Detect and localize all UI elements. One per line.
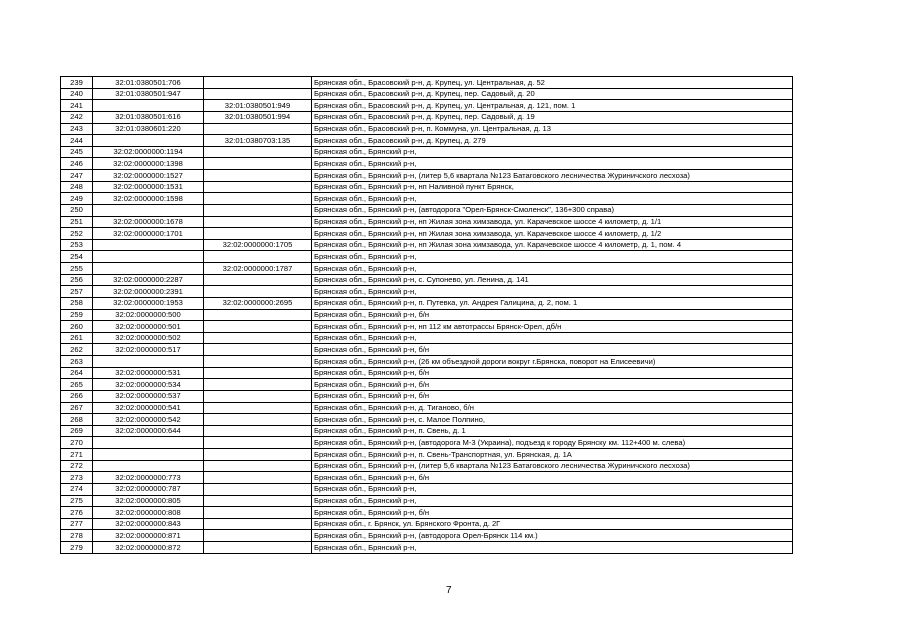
cadastral-number-cell (93, 263, 204, 275)
row-number-cell: 256 (61, 274, 93, 286)
cadastral-number-cell (93, 251, 204, 263)
table-row (61, 518, 793, 530)
cadastral-number-alt-cell (204, 77, 312, 89)
table-row (61, 111, 793, 123)
row-number-cell: 244 (61, 135, 93, 147)
table-row (61, 239, 793, 251)
row-number-cell: 266 (61, 390, 93, 402)
table-row (61, 437, 793, 449)
address-cell: Брянская обл., Брянский р-н, (312, 332, 793, 344)
cadastral-number-cell: 32:02:0000000:541 (93, 402, 204, 414)
row-number-cell: 272 (61, 460, 93, 472)
cadastral-number-cell: 32:02:0000000:773 (93, 472, 204, 484)
row-number-cell: 247 (61, 170, 93, 182)
registry-table-body (61, 77, 793, 554)
cadastral-number-alt-cell (204, 216, 312, 228)
cadastral-number-cell (93, 135, 204, 147)
table-row (61, 158, 793, 170)
cadastral-number-cell (93, 449, 204, 461)
address-cell: Брянская обл., Брасовский р-н, д. Крупец, пер. Садовый, д. 20 (312, 88, 793, 100)
cadastral-number-cell: 32:01:0380601:220 (93, 123, 204, 135)
cadastral-number-cell: 32:02:0000000:872 (93, 542, 204, 554)
address-cell: Брянская обл., Брянский р-н, (312, 263, 793, 275)
row-number-cell: 255 (61, 263, 93, 275)
cadastral-number-cell: 32:02:0000000:808 (93, 507, 204, 519)
table-row (61, 495, 793, 507)
table-row (61, 449, 793, 461)
cadastral-number-alt-cell (204, 88, 312, 100)
cadastral-number-alt-cell (204, 332, 312, 344)
cadastral-number-alt-cell (204, 193, 312, 205)
address-cell: Брянская обл., Брасовский р-н, д. Крупец, д. 279 (312, 135, 793, 147)
cadastral-number-cell: 32:02:0000000:500 (93, 309, 204, 321)
cadastral-number-cell: 32:02:0000000:501 (93, 321, 204, 333)
row-number-cell: 265 (61, 379, 93, 391)
table-row (61, 100, 793, 112)
table-row (61, 472, 793, 484)
cadastral-number-alt-cell: 32:01:0380501:994 (204, 111, 312, 123)
address-cell: Брянская обл., Брянский р-н, б/н (312, 390, 793, 402)
address-cell: Брянская обл., Брянский р-н, (автодорога М-3 (Украина), подъезд к городу Брянску км. 112+400 м. слева) (312, 437, 793, 449)
address-cell: Брянская обл., Брянский р-н, б/н (312, 309, 793, 321)
cadastral-number-cell (93, 100, 204, 112)
row-number-cell: 260 (61, 321, 93, 333)
row-number-cell: 271 (61, 449, 93, 461)
cadastral-number-cell: 32:01:0380501:947 (93, 88, 204, 100)
cadastral-number-alt-cell (204, 344, 312, 356)
cadastral-number-alt-cell (204, 274, 312, 286)
table-row (61, 123, 793, 135)
row-number-cell: 274 (61, 483, 93, 495)
address-cell: Брянская обл., Брянский р-н, п. Свень-Транспортная, ул. Брянская, д. 1А (312, 449, 793, 461)
table-row (61, 88, 793, 100)
cadastral-number-alt-cell (204, 472, 312, 484)
cadastral-number-cell: 32:02:0000000:1953 (93, 297, 204, 309)
table-row (61, 286, 793, 298)
table-row (61, 251, 793, 263)
row-number-cell: 250 (61, 204, 93, 216)
table-row (61, 367, 793, 379)
row-number-cell: 261 (61, 332, 93, 344)
table-row (61, 402, 793, 414)
table-row (61, 263, 793, 275)
address-cell: Брянская обл., Брянский р-н, д. Тиганово, б/н (312, 402, 793, 414)
row-number-cell: 245 (61, 146, 93, 158)
table-row (61, 483, 793, 495)
address-cell: Брянская обл., Брянский р-н, (312, 542, 793, 554)
table-row (61, 460, 793, 472)
address-cell: Брянская обл., Брянский р-н, с. Супонево, ул. Ленина, д. 141 (312, 274, 793, 286)
cadastral-number-alt-cell (204, 367, 312, 379)
address-cell: Брянская обл., Брянский р-н, нп Жилая зона химзавода, ул. Карачевское шоссе 4 километр, д. 1/2 (312, 228, 793, 240)
address-cell: Брянская обл., Брасовский р-н, п. Коммуна, ул. Центральная, д. 13 (312, 123, 793, 135)
row-number-cell: 279 (61, 542, 93, 554)
table-row (61, 193, 793, 205)
table-row (61, 507, 793, 519)
address-cell: Брянская обл., Брянский р-н, (312, 251, 793, 263)
table-row (61, 321, 793, 333)
row-number-cell: 269 (61, 425, 93, 437)
row-number-cell: 252 (61, 228, 93, 240)
registry-table (60, 76, 793, 554)
cadastral-number-alt-cell (204, 402, 312, 414)
table-row (61, 309, 793, 321)
cadastral-number-alt-cell (204, 286, 312, 298)
cadastral-number-alt-cell (204, 204, 312, 216)
address-cell: Брянская обл., Брянский р-н, (312, 495, 793, 507)
cadastral-number-cell: 32:02:0000000:531 (93, 367, 204, 379)
cadastral-number-alt-cell (204, 425, 312, 437)
cadastral-number-cell: 32:02:0000000:843 (93, 518, 204, 530)
table-row (61, 332, 793, 344)
table-row (61, 77, 793, 89)
cadastral-number-alt-cell (204, 321, 312, 333)
address-cell: Брянская обл., Брасовский р-н, д. Крупец, ул. Центральная, д. 121, пом. 1 (312, 100, 793, 112)
row-number-cell: 239 (61, 77, 93, 89)
cadastral-number-cell: 32:02:0000000:1598 (93, 193, 204, 205)
table-row (61, 297, 793, 309)
address-cell: Брянская обл., Брянский р-н, с. Малое Полпино, (312, 414, 793, 426)
cadastral-number-alt-cell (204, 390, 312, 402)
address-cell: Брянская обл., Брянский р-н, (312, 158, 793, 170)
row-number-cell: 259 (61, 309, 93, 321)
row-number-cell: 275 (61, 495, 93, 507)
table-row (61, 344, 793, 356)
address-cell: Брянская обл., Брянский р-н, нп Наливной пункт Брянск, (312, 181, 793, 193)
cadastral-number-cell (93, 437, 204, 449)
cadastral-number-alt-cell: 32:02:0000000:2695 (204, 297, 312, 309)
cadastral-number-cell: 32:02:0000000:2391 (93, 286, 204, 298)
cadastral-number-alt-cell (204, 495, 312, 507)
address-cell: Брянская обл., Брянский р-н, б/н (312, 507, 793, 519)
cadastral-number-alt-cell (204, 251, 312, 263)
cadastral-number-alt-cell (204, 356, 312, 368)
cadastral-number-cell: 32:02:0000000:1701 (93, 228, 204, 240)
address-cell: Брянская обл., Брянский р-н, (литер 5,6 квартала №123 Батаговского лесничества Журиничского лесхоза) (312, 170, 793, 182)
row-number-cell: 249 (61, 193, 93, 205)
table-row (61, 542, 793, 554)
row-number-cell: 262 (61, 344, 93, 356)
cadastral-number-cell: 32:02:0000000:871 (93, 530, 204, 542)
table-row (61, 204, 793, 216)
row-number-cell: 268 (61, 414, 93, 426)
address-cell: Брянская обл., Брянский р-н, (312, 483, 793, 495)
address-cell: Брянская обл., Брянский р-н, б/н (312, 367, 793, 379)
table-row (61, 414, 793, 426)
row-number-cell: 264 (61, 367, 93, 379)
row-number-cell: 251 (61, 216, 93, 228)
row-number-cell: 276 (61, 507, 93, 519)
row-number-cell: 273 (61, 472, 93, 484)
address-cell: Брянская обл., Брянский р-н, нп Жилая зона химзавода, ул. Карачевское шоссе 4 километр, д. 1/1 (312, 216, 793, 228)
row-number-cell: 240 (61, 88, 93, 100)
row-number-cell: 253 (61, 239, 93, 251)
cadastral-number-cell: 32:02:0000000:1527 (93, 170, 204, 182)
cadastral-number-alt-cell (204, 170, 312, 182)
cadastral-number-alt-cell: 32:02:0000000:1705 (204, 239, 312, 251)
table-row (61, 379, 793, 391)
address-cell: Брянская обл., Брянский р-н, (автодорога "Орел-Брянск-Смоленск", 136+300 справа) (312, 204, 793, 216)
address-cell: Брянская обл., Брянский р-н, (312, 193, 793, 205)
row-number-cell: 263 (61, 356, 93, 368)
address-cell: Брянская обл., Брянский р-н, б/н (312, 379, 793, 391)
cadastral-number-alt-cell: 32:01:0380703:135 (204, 135, 312, 147)
cadastral-number-alt-cell (204, 542, 312, 554)
cadastral-number-cell: 32:02:0000000:502 (93, 332, 204, 344)
cadastral-number-cell (93, 204, 204, 216)
row-number-cell: 248 (61, 181, 93, 193)
table-row (61, 216, 793, 228)
address-cell: Брянская обл., г. Брянск, ул. Брянского Фронта, д. 2Г (312, 518, 793, 530)
table-row (61, 228, 793, 240)
table-row (61, 170, 793, 182)
address-cell: Брянская обл., Брянский р-н, б/н (312, 472, 793, 484)
cadastral-number-alt-cell (204, 146, 312, 158)
address-cell: Брянская обл., Брянский р-н, (литер 5,6 квартала №123 Батаговского лесничества Журиничского лесхоза) (312, 460, 793, 472)
address-cell: Брянская обл., Брянский р-н, п. Путевка, ул. Андрея Галицина, д. 2, пом. 1 (312, 297, 793, 309)
cadastral-number-cell: 32:02:0000000:517 (93, 344, 204, 356)
cadastral-number-alt-cell (204, 414, 312, 426)
cadastral-number-alt-cell (204, 437, 312, 449)
table-row (61, 146, 793, 158)
address-cell: Брянская обл., Брасовский р-н, д. Крупец, пер. Садовый, д. 19 (312, 111, 793, 123)
cadastral-number-alt-cell: 32:02:0000000:1787 (204, 263, 312, 275)
address-cell: Брянская обл., Брянский р-н, (312, 146, 793, 158)
address-cell: Брянская обл., Брянский р-н, п. Свень, д. 1 (312, 425, 793, 437)
address-cell: Брянская обл., Брянский р-н, (26 км объездной дороги вокруг г.Брянска, поворот на Елисеевичи) (312, 356, 793, 368)
cadastral-number-cell: 32:02:0000000:805 (93, 495, 204, 507)
cadastral-number-cell: 32:02:0000000:1531 (93, 181, 204, 193)
table-row (61, 425, 793, 437)
cadastral-number-cell (93, 460, 204, 472)
table-row (61, 390, 793, 402)
table-row (61, 356, 793, 368)
cadastral-number-cell: 32:02:0000000:2287 (93, 274, 204, 286)
cadastral-number-cell (93, 239, 204, 251)
cadastral-number-alt-cell: 32:01:0380501:949 (204, 100, 312, 112)
row-number-cell: 257 (61, 286, 93, 298)
cadastral-number-cell (93, 356, 204, 368)
table-row (61, 181, 793, 193)
row-number-cell: 278 (61, 530, 93, 542)
cadastral-number-cell: 32:02:0000000:542 (93, 414, 204, 426)
cadastral-number-cell: 32:02:0000000:1194 (93, 146, 204, 158)
cadastral-number-cell: 32:01:0380501:616 (93, 111, 204, 123)
row-number-cell: 258 (61, 297, 93, 309)
table-row (61, 530, 793, 542)
row-number-cell: 277 (61, 518, 93, 530)
address-cell: Брянская обл., Брянский р-н, (312, 286, 793, 298)
cadastral-number-alt-cell (204, 518, 312, 530)
row-number-cell: 241 (61, 100, 93, 112)
address-cell: Брянская обл., Брянский р-н, нп 112 км автотрассы Брянск-Орел, дб/н (312, 321, 793, 333)
cadastral-number-cell: 32:02:0000000:537 (93, 390, 204, 402)
row-number-cell: 270 (61, 437, 93, 449)
cadastral-number-alt-cell (204, 460, 312, 472)
cadastral-number-cell: 32:02:0000000:1398 (93, 158, 204, 170)
address-cell: Брянская обл., Брянский р-н, нп Жилая зона химзавода, ул. Карачевское шоссе 4 километр, д. 1, пом. 4 (312, 239, 793, 251)
cadastral-number-cell: 32:02:0000000:534 (93, 379, 204, 391)
row-number-cell: 243 (61, 123, 93, 135)
row-number-cell: 267 (61, 402, 93, 414)
row-number-cell: 254 (61, 251, 93, 263)
cadastral-number-alt-cell (204, 449, 312, 461)
cadastral-number-cell: 32:02:0000000:1678 (93, 216, 204, 228)
cadastral-number-alt-cell (204, 123, 312, 135)
table-row (61, 274, 793, 286)
row-number-cell: 246 (61, 158, 93, 170)
row-number-cell: 242 (61, 111, 93, 123)
cadastral-number-alt-cell (204, 309, 312, 321)
page-number: 7 (446, 585, 452, 596)
cadastral-number-alt-cell (204, 483, 312, 495)
address-cell: Брянская обл., Брасовский р-н, д. Крупец, ул. Центральная, д. 52 (312, 77, 793, 89)
cadastral-number-alt-cell (204, 507, 312, 519)
cadastral-number-alt-cell (204, 379, 312, 391)
cadastral-number-alt-cell (204, 158, 312, 170)
table-row (61, 135, 793, 147)
address-cell: Брянская обл., Брянский р-н, (автодорога Орел-Брянск 114 км.) (312, 530, 793, 542)
cadastral-number-alt-cell (204, 530, 312, 542)
address-cell: Брянская обл., Брянский р-н, б/н (312, 344, 793, 356)
cadastral-number-cell: 32:02:0000000:787 (93, 483, 204, 495)
cadastral-number-alt-cell (204, 228, 312, 240)
cadastral-number-cell: 32:01:0380501:706 (93, 77, 204, 89)
cadastral-number-cell: 32:02:0000000:644 (93, 425, 204, 437)
cadastral-number-alt-cell (204, 181, 312, 193)
